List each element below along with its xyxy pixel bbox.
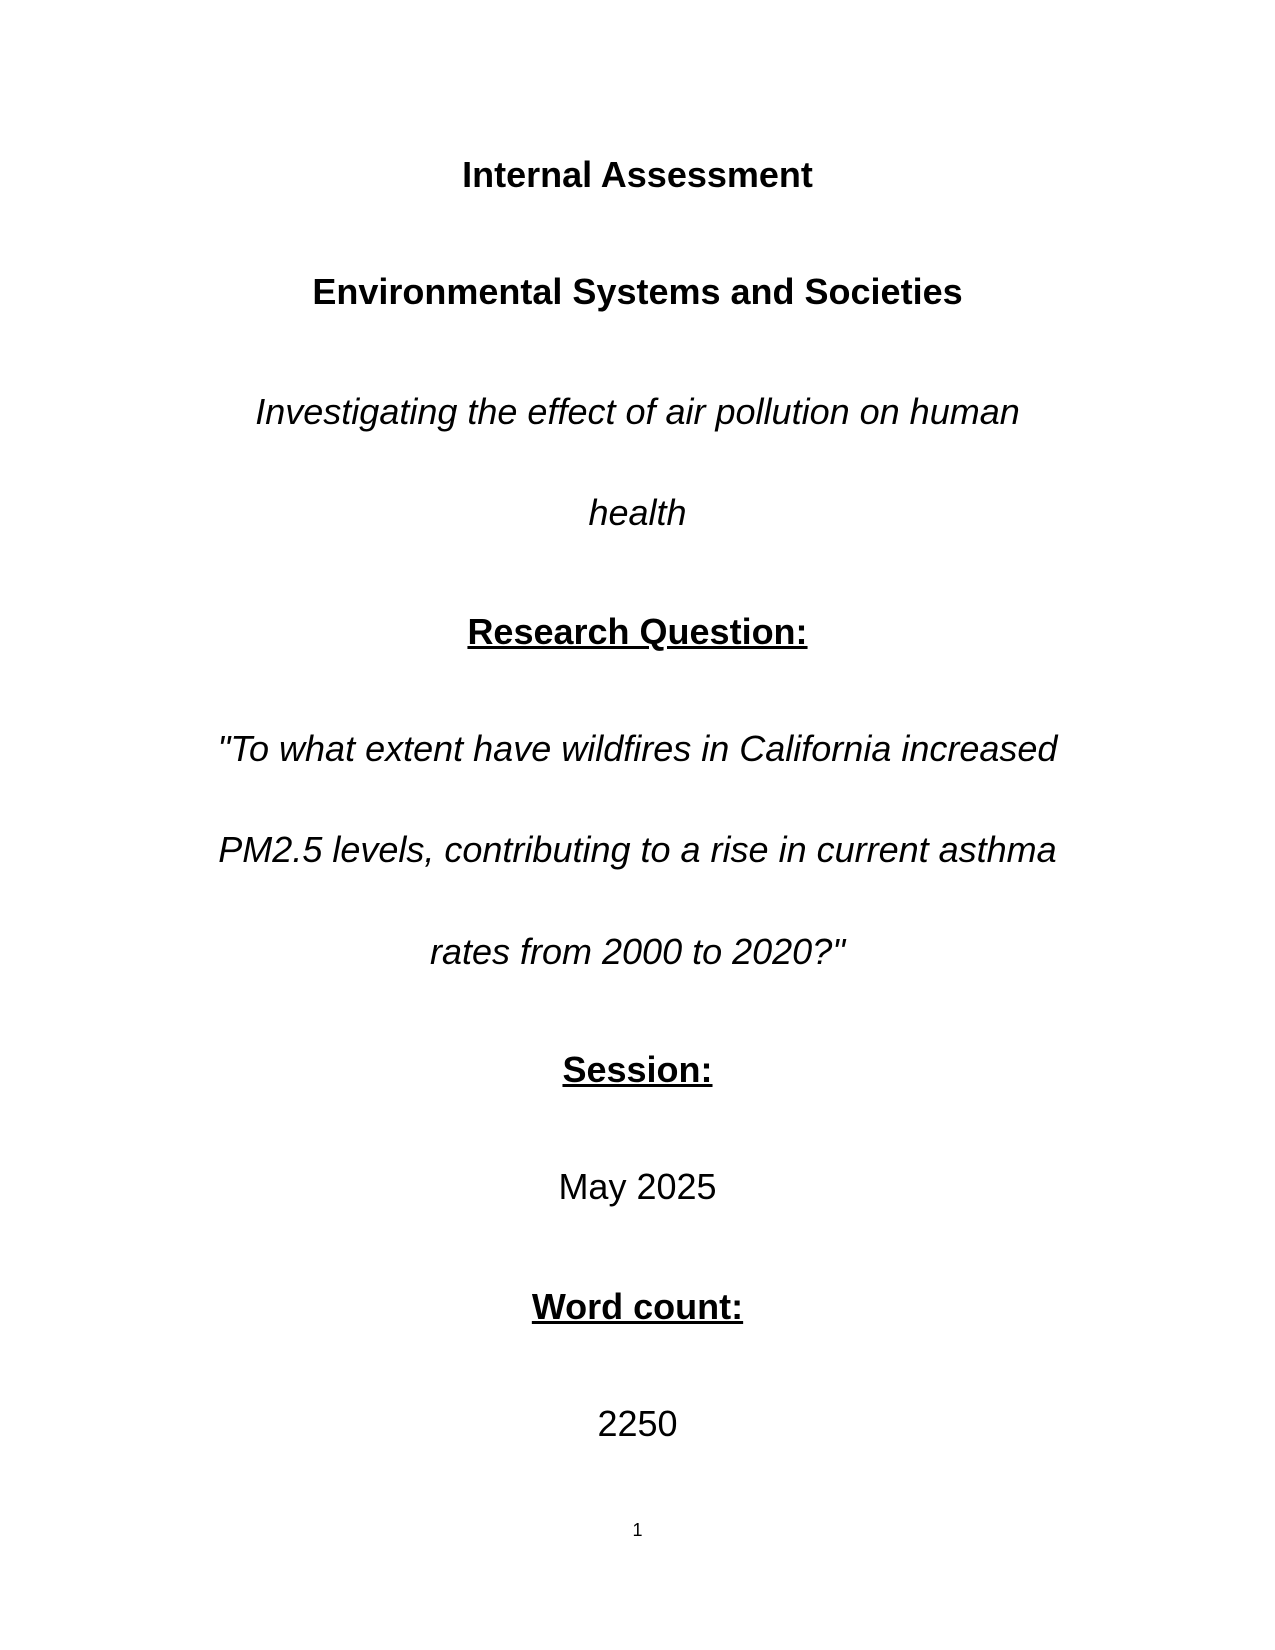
topic-line: health: [588, 492, 687, 533]
research-question-line: "To what extent have wildfires in California increased: [217, 728, 1058, 769]
subject: Environmental Systems and Societies: [312, 271, 963, 312]
title: Internal Assessment: [462, 154, 813, 195]
page-number: 1: [632, 1520, 643, 1540]
research-question-line: PM2.5 levels, contributing to a rise in current asthma: [218, 829, 1057, 870]
topic-line: Investigating the effect of air pollution on human: [255, 391, 1020, 432]
session-label: Session:: [562, 1049, 713, 1090]
research-question-label: Research Question:: [467, 611, 808, 652]
session-value: May 2025: [558, 1166, 717, 1207]
word-count-value: 2250: [597, 1403, 678, 1444]
word-count-label: Word count:: [531, 1286, 744, 1327]
research-question-line: rates from 2000 to 2020?": [429, 931, 846, 972]
